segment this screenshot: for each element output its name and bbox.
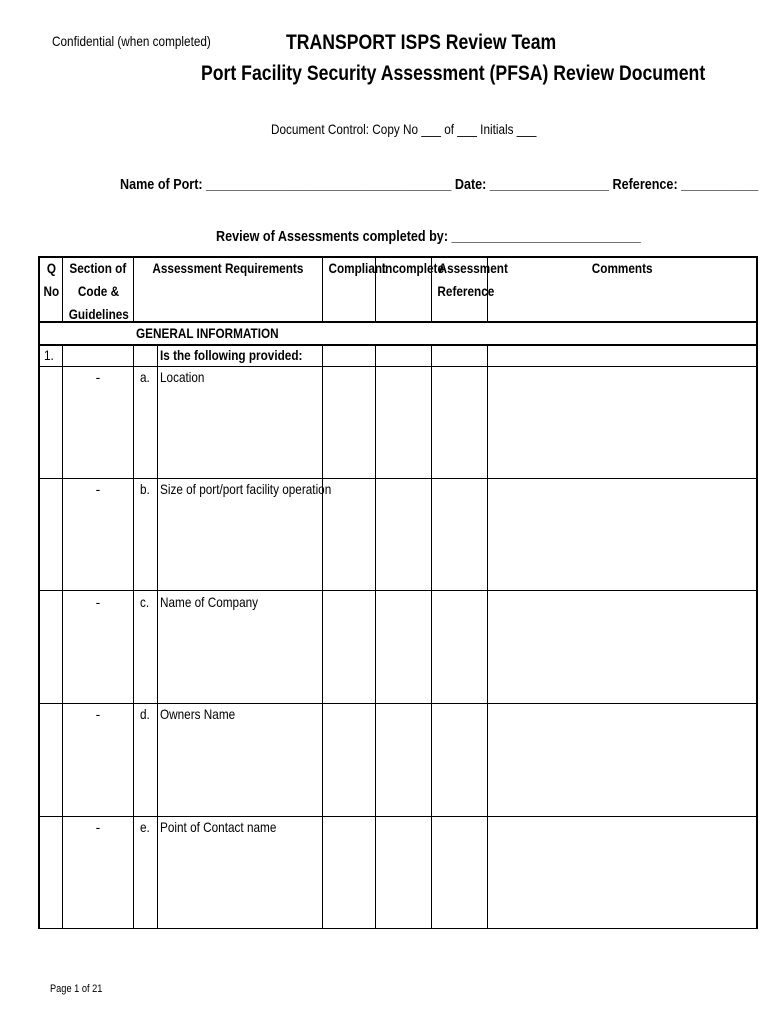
row-letter: d. [139,706,150,722]
column-header-requirements: Assessment Requirements [152,260,304,276]
row-letter: a. [139,369,150,385]
row-section: - [95,594,101,610]
row-section: - [95,481,101,497]
row-section: - [95,819,101,835]
document-control-line: Document Control: Copy No ___ of ___ Initials ___ [271,121,537,137]
port-date-reference-line: Name of Port: ___________________________________ Date: _________________ Reference: ___________ [120,176,759,193]
section-heading: GENERAL INFORMATION [136,325,279,341]
row-letter: e. [139,819,150,835]
document-subtitle: Port Facility Security Assessment (PFSA) Review Document [201,62,706,85]
question-number: 1. [44,347,54,363]
column-header-section: Section of Code & Guidelines [68,260,129,322]
row-letter: b. [139,481,150,497]
row-section: - [95,369,101,385]
review-completed-by-line: Review of Assessments completed by: ___________________________ [216,228,641,245]
column-header-incomplete: Incomplete [381,260,444,276]
confidential-label: Confidential (when completed) [52,33,211,49]
document-title: TRANSPORT ISPS Review Team [286,31,557,54]
page-number: Page 1 of 21 [50,983,103,995]
row-requirement: Point of Contact name [160,819,277,835]
row-letter: c. [140,594,150,610]
row-requirement: Location [160,369,205,385]
column-header-assessment-reference: Assessment Reference [437,260,508,299]
question-text: Is the following provided: [160,347,303,363]
column-header-comments: Comments [591,260,653,276]
row-requirement: Name of Company [160,594,259,610]
column-header-compliant: Compliant [328,260,386,276]
row-requirement: Owners Name [160,706,236,722]
row-section: - [95,706,101,722]
row-requirement: Size of port/port facility operation [160,481,332,497]
column-header-q-no: Q No [43,260,59,299]
